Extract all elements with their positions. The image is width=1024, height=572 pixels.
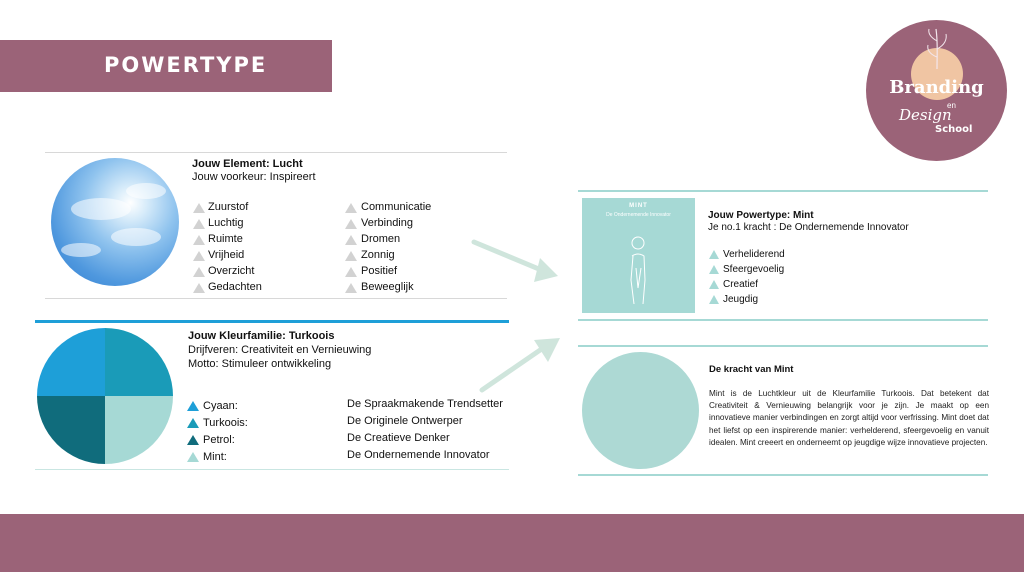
mint-card-title: MINT: [629, 203, 648, 209]
element-trait: Vrijheid: [208, 249, 245, 261]
triangle-bullet-icon: [345, 251, 357, 261]
powertype-kracht: Je no.1 kracht : De Ondernemende Innovator: [708, 222, 909, 233]
kleurfamilie-motto: Motto: Stimuleer ontwikkeling: [188, 358, 332, 370]
triangle-bullet-icon: [193, 283, 205, 293]
triangle-bullet-icon: [709, 250, 719, 259]
sky-image: [51, 158, 179, 286]
triangle-bullet-icon: [187, 452, 199, 462]
color-type: De Ondernemende Innovator: [347, 449, 490, 461]
powertype-trait: Jeugdig: [723, 294, 759, 305]
triangle-bullet-icon: [187, 435, 199, 445]
logo-text-en: en: [947, 101, 956, 110]
color-name: Petrol:: [203, 434, 235, 446]
triangle-bullet-icon: [345, 267, 357, 277]
triangle-bullet-icon: [187, 401, 199, 411]
powertype-heading: Jouw Powertype: Mint: [708, 210, 814, 221]
mint-card-subtitle: De Ondernemende Innovator: [606, 212, 671, 218]
divider: [578, 345, 988, 347]
page-title: POWERTYPE: [104, 53, 268, 77]
element-trait: Luchtig: [208, 217, 244, 229]
color-name: Turkoois:: [203, 417, 248, 429]
triangle-bullet-icon: [193, 251, 205, 261]
color-name: Cyaan:: [203, 400, 238, 412]
divider: [35, 469, 509, 470]
powertype-trait: Creatief: [723, 279, 759, 290]
logo-text-school: School: [935, 124, 973, 135]
element-trait: Gedachten: [208, 281, 262, 293]
divider: [578, 474, 988, 476]
divider: [45, 298, 507, 299]
divider: [45, 152, 507, 153]
triangle-bullet-icon: [345, 219, 357, 229]
divider: [578, 190, 988, 192]
element-trait: Verbinding: [361, 217, 413, 229]
arrow-icons: [468, 236, 564, 400]
color-name: Mint:: [203, 451, 227, 463]
element-trait: Positief: [361, 265, 398, 277]
element-trait: Zuurstof: [208, 201, 249, 213]
element-trait: Communicatie: [361, 201, 432, 213]
divider: [578, 319, 988, 321]
element-trait: Dromen: [361, 233, 401, 245]
triangle-bullet-icon: [193, 219, 205, 229]
triangle-bullet-icon: [187, 418, 199, 428]
element-trait: Beweeglijk: [361, 281, 414, 293]
triangle-bullet-icon: [193, 203, 205, 213]
element-voorkeur: Jouw voorkeur: Inspireert: [192, 171, 316, 183]
kleurfamilie-drijfveren: Drijfveren: Creativiteit en Vernieuwing: [188, 344, 372, 356]
triangle-bullet-icon: [193, 267, 205, 277]
color-family-pie: [37, 328, 173, 464]
kleurfamilie-heading: Jouw Kleurfamilie: Turkoois: [188, 330, 335, 342]
logo-text-branding: Branding: [889, 77, 984, 98]
triangle-bullet-icon: [193, 235, 205, 245]
powertype-trait: Sfeergevoelig: [723, 264, 785, 275]
triangle-bullet-icon: [345, 235, 357, 245]
triangle-bullet-icon: [709, 280, 719, 289]
element-trait: Ruimte: [208, 233, 243, 245]
person-outline-icon: [626, 236, 652, 308]
triangle-bullet-icon: [709, 265, 719, 274]
powertype-trait: Verheliderend: [723, 249, 785, 260]
element-trait: Zonnig: [361, 249, 395, 261]
kracht-heading: De kracht van Mint: [709, 364, 794, 375]
kracht-paragraph: Mint is de Luchtkleur uit de Kleurfamilie Turkoois. Dat betekent dat Creativiteit & Vernieuwing belangrijk voor je zijn. Je maakt op een innovatieve manier verbindingen en zorgt altijd voor verfrissing. Mint doet dat het liefst op een inspirerende manier: verhelderend, sfeergevoelig en vanuit idealen. Mint creeert en onderneemt op jeugdige wijze innovatieve projecten.: [709, 389, 989, 447]
element-trait: Overzicht: [208, 265, 255, 277]
element-heading: Jouw Element: Lucht: [192, 158, 303, 170]
color-type: De Spraakmakende Trendsetter: [347, 398, 503, 410]
footer-band: [0, 514, 1024, 572]
mint-color-circle: [582, 352, 699, 469]
triangle-bullet-icon: [345, 203, 357, 213]
leaf-icon: [922, 25, 952, 70]
triangle-bullet-icon: [709, 295, 719, 304]
triangle-bullet-icon: [345, 283, 357, 293]
color-type: De Originele Ontwerper: [347, 415, 463, 427]
color-type: De Creatieve Denker: [347, 432, 450, 444]
accent-divider: [35, 320, 509, 323]
logo-text-design: Design: [899, 106, 952, 124]
